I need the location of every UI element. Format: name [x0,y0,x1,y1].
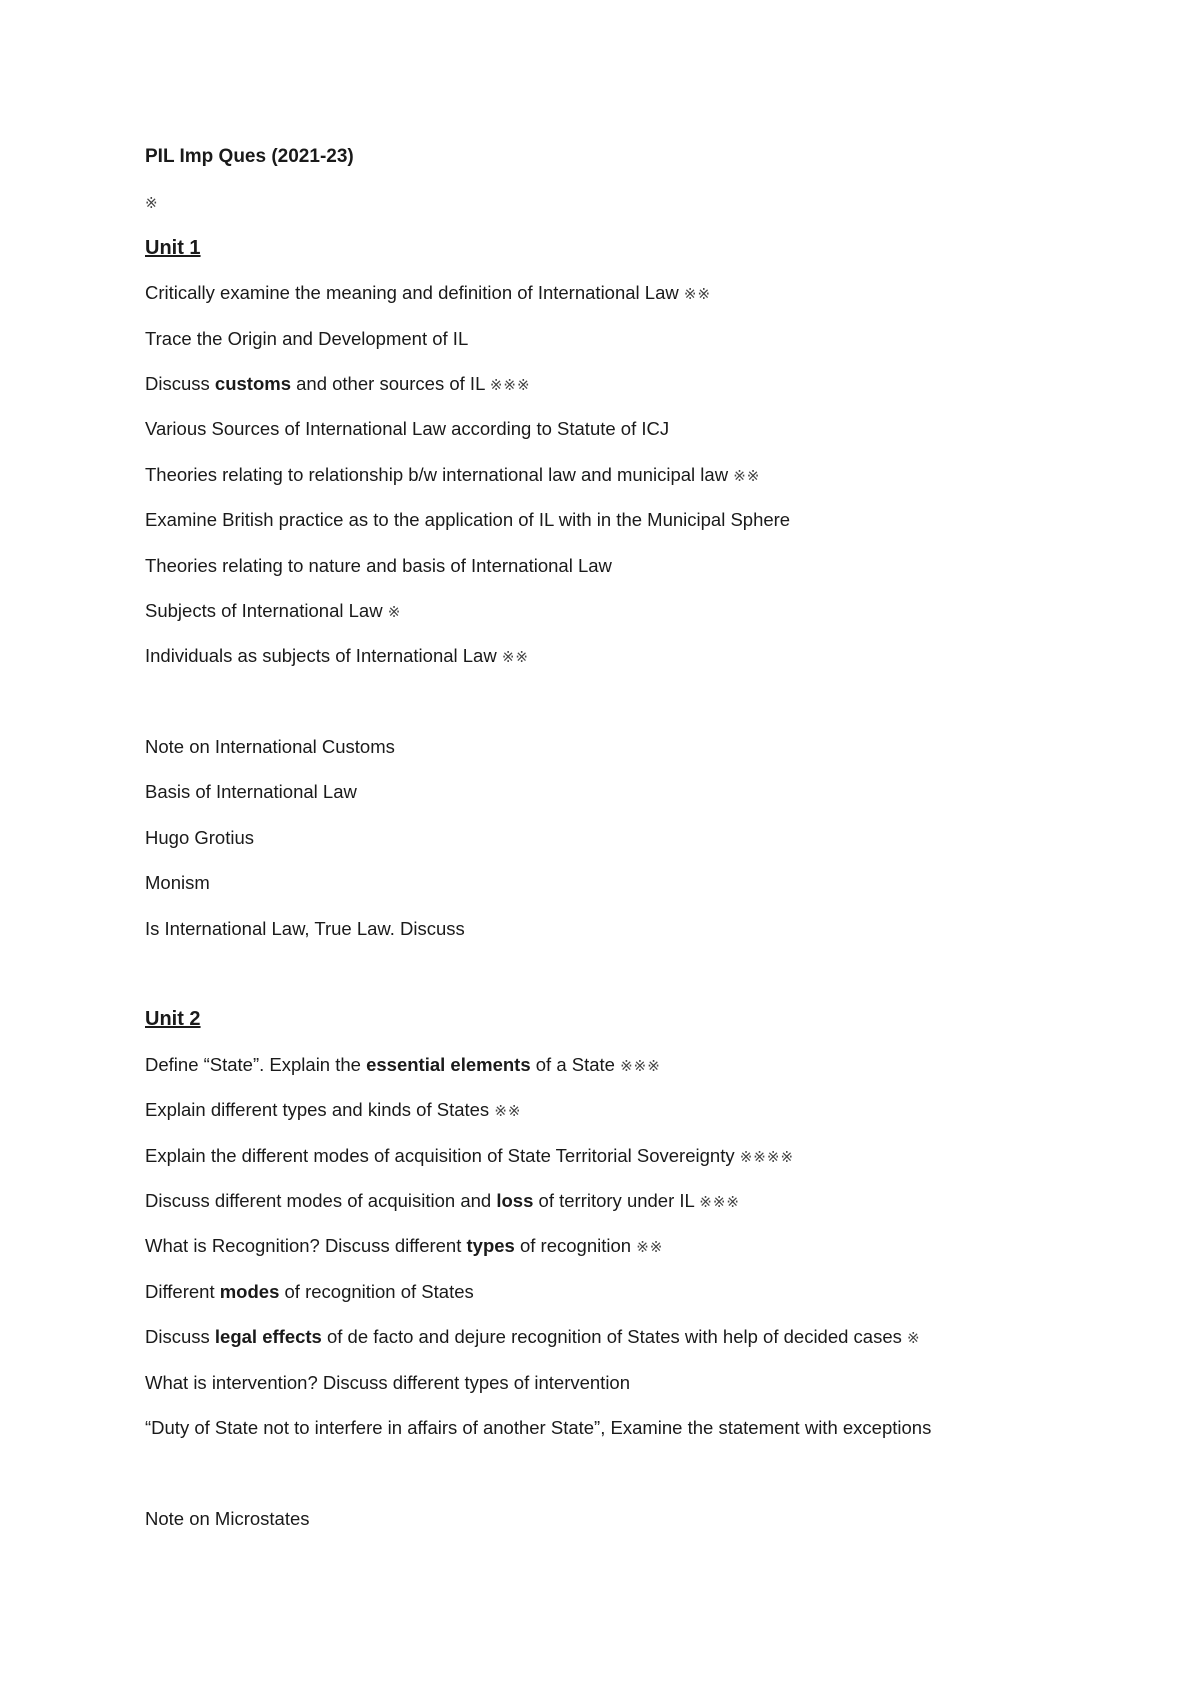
question-text-post: of territory under IL [533,1189,695,1211]
question-text: Theories relating to nature and basis of International Law [145,554,612,576]
note-item: Is International Law, True Law. Discuss [145,917,465,939]
question-text: Critically examine the meaning and definition of International Law [145,282,679,304]
question-item [145,328,1145,350]
importance-marks: ※※ [494,1102,522,1121]
note-item: Basis of International Law [145,781,357,803]
importance-marks: ※※※※ [739,1147,795,1166]
question-item [145,555,1145,577]
question-text: Subjects of International Law [145,599,383,621]
question-text-post: of a State [530,1053,615,1075]
importance-marks: ※※※ [699,1192,740,1211]
question-text: Trace the Origin and Development of IL [145,327,469,349]
question-item [145,464,1145,486]
document-content [145,146,1145,1553]
question-item [145,600,1145,622]
importance-marks: ※ [907,1329,921,1348]
question-text: Individuals as subjects of International Law [145,645,497,667]
unit-2-heading: Unit 2 [145,1008,201,1031]
question-text: Various Sources of International Law according to Statute of ICJ [145,418,670,440]
question-item [145,1417,1145,1439]
question-item [145,1145,1145,1167]
importance-marks: ※※※ [620,1056,661,1075]
question-item [145,373,1145,395]
question-text: “Duty of State not to interfere in affairs of another State”, Examine the statement with exceptions [145,1416,932,1438]
note-item: Note on Microstates [145,1507,310,1529]
question-text-post: and other sources of IL [290,372,485,394]
question-emphasis: modes [219,1280,280,1302]
question-item [145,1099,1145,1121]
importance-marks: ※※ [733,466,761,485]
question-text-pre: Discuss different modes of acquisition and [145,1189,497,1211]
question-text-pre: Discuss [145,1326,215,1348]
question-text-post: of recognition [514,1235,632,1257]
importance-marks: ※※ [636,1238,664,1257]
blank-line [145,1462,1145,1484]
question-item [145,1235,1145,1257]
question-item [145,645,1145,667]
question-text: Theories relating to relationship b/w international law and municipal law [145,463,729,485]
question-text-pre: What is Recognition? Discuss different [145,1235,467,1257]
question-item [145,1054,1145,1076]
importance-marks: ※※※ [489,375,531,394]
question-text-post: of recognition of States [279,1280,474,1302]
document-title: PIL Imp Ques (2021-23) [145,146,354,167]
question-item [145,1190,1145,1212]
note-item: Monism [145,872,210,894]
question-emphasis: legal effects [214,1326,322,1348]
note-item: Hugo Grotius [145,826,254,848]
question-item [145,509,1145,531]
question-item [145,1372,1145,1394]
unit-1-heading: Unit 1 [145,236,201,259]
importance-marks: ※※ [683,285,712,304]
question-text-pre: Different [145,1280,220,1302]
question-item [145,282,1145,304]
question-emphasis: essential elements [366,1053,531,1075]
question-text-post: of de facto and dejure recognition of States with help of decided cases [321,1326,902,1348]
importance-marks: ※※ [501,648,529,667]
question-emphasis: loss [496,1189,534,1211]
question-emphasis: customs [214,372,291,394]
question-item [145,418,1145,440]
question-text-pre: Define “State”. Explain the [145,1053,367,1075]
legend-mark [145,191,1145,213]
question-text: What is intervention? Discuss different types of intervention [145,1371,631,1393]
question-text: Examine British practice as to the application of IL with in the Municipal Sphere [145,509,791,531]
question-item [145,1281,1145,1303]
question-emphasis: types [466,1235,515,1257]
blank-line [145,691,1145,713]
blank-line [145,963,1145,985]
question-text: Explain different types and kinds of States [145,1099,490,1121]
question-item [145,1326,1145,1348]
star-mark-icon: ※ [145,194,159,213]
question-text-pre: Discuss [145,372,215,394]
importance-marks: ※ [387,602,402,621]
question-text: Explain the different modes of acquisition of State Territorial Sovereignty [145,1144,735,1166]
note-item: Note on International Customs [145,736,395,758]
